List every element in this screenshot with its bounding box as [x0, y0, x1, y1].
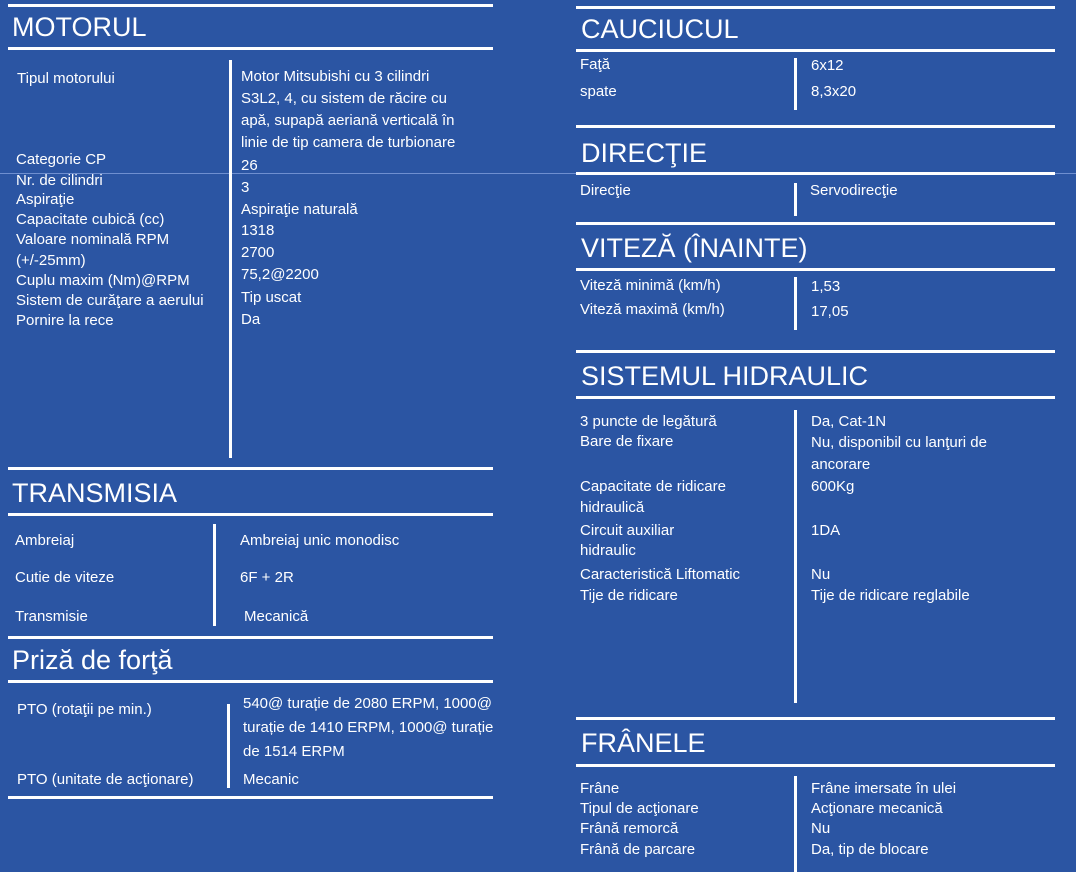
value-line: turație de 1410 ERPM, 1000@ turație	[243, 719, 494, 736]
value-cuplu-maxim: 75,2@2200	[241, 266, 319, 283]
rule-top	[8, 4, 493, 7]
rule-bottom	[8, 47, 493, 50]
value-line: linie de tip camera de turbionare	[241, 134, 456, 151]
rule-top	[576, 6, 1055, 9]
section-title: DIRECŢIE	[581, 138, 708, 168]
label-valoare-rpm: Valoare nominală RPM	[16, 231, 170, 248]
label-directie: Direcţie	[580, 182, 631, 199]
label-circuit-auxiliar-2: hidraulic	[580, 542, 636, 559]
label-frana-parcare: Frână de parcare	[580, 841, 696, 858]
label-cuplu-maxim: Cuplu maxim (Nm)@RPM	[16, 272, 190, 289]
value-capacitate-cubica: 1318	[241, 222, 275, 239]
label-bare-fixare: Bare de fixare	[580, 433, 674, 450]
label-valoare-rpm-2: (+/-25mm)	[16, 252, 86, 269]
value-frane: Frâne imersate în ulei	[811, 780, 957, 797]
rule-top	[8, 636, 493, 639]
label-tipul-motorului: Tipul motorului	[17, 70, 115, 87]
value-tije-ridicare: Tije de ridicare reglabile	[811, 587, 970, 604]
label-capacitate-ridicare-2: hidraulică	[580, 499, 645, 516]
value-line: ancorare	[811, 456, 871, 473]
label-puncte-legatura: 3 puncte de legătură	[580, 413, 717, 430]
value-line: Nu, disponibil cu lanţuri de	[811, 434, 987, 451]
value-fata: 6x12	[811, 57, 844, 74]
rule-end	[8, 796, 493, 799]
rule-top	[576, 125, 1055, 128]
label-tije-ridicare: Tije de ridicare	[580, 587, 678, 604]
value-valoare-rpm: 2700	[241, 244, 275, 261]
value-aspiratie: Aspiraţie naturală	[241, 201, 358, 218]
value-line: S3L2, 4, cu sistem de răcire cu	[241, 90, 447, 107]
column-divider	[794, 410, 797, 703]
column-divider	[794, 277, 797, 330]
value-sistem-curatare: Tip uscat	[241, 289, 302, 306]
label-transmisie: Transmisie	[15, 608, 88, 625]
value-line: de 1514 ERPM	[243, 743, 345, 760]
value-pornire-rece: Da	[241, 311, 261, 328]
label-ambreiaj: Ambreiaj	[15, 532, 75, 549]
label-spate: spate	[580, 83, 617, 100]
value-liftomatic: Nu	[811, 566, 831, 583]
section-title: MOTORUL	[12, 12, 147, 42]
rule-bottom	[576, 172, 1055, 175]
label-viteza-minima: Viteză minimă (km/h)	[580, 277, 721, 294]
column-divider	[794, 183, 797, 216]
label-categorie-cp: Categorie CP	[16, 151, 107, 168]
section-title: CAUCIUCUL	[581, 14, 739, 44]
rule-bottom	[576, 396, 1055, 399]
section-title: SISTEMUL HIDRAULIC	[581, 361, 869, 391]
label-frana-remorca: Frână remorcă	[580, 820, 679, 837]
value-ambreiaj: Ambreiaj unic monodisc	[240, 532, 400, 549]
section-title: FRÂNELE	[581, 728, 706, 758]
value-frana-remorca: Nu	[811, 820, 831, 837]
column-divider	[229, 60, 232, 458]
rule-bottom	[8, 680, 493, 683]
label-aspiratie: Aspiraţie	[16, 191, 75, 208]
value-viteza-maxima: 17,05	[811, 303, 849, 320]
column-divider	[227, 704, 230, 788]
rule-top	[576, 350, 1055, 353]
column-divider	[213, 524, 216, 626]
value-cutie-viteze: 6F + 2R	[240, 569, 294, 586]
section-title: Priză de forţă	[12, 645, 173, 675]
value-line: 540@ turație de 2080 ERPM, 1000@	[243, 695, 492, 712]
label-pto-unitate: PTO (unitate de acţionare)	[17, 771, 194, 788]
label-capacitate-cubica: Capacitate cubică (cc)	[16, 211, 165, 228]
value-spate: 8,3x20	[811, 83, 857, 100]
rule-bottom	[576, 764, 1055, 767]
value-puncte-legatura: Da, Cat-1N	[811, 413, 887, 430]
rule-bottom	[576, 268, 1055, 271]
rule-top	[8, 467, 493, 470]
value-nr-cilindri: 3	[241, 179, 250, 196]
label-pto-rotatii: PTO (rotaţii pe min.)	[17, 701, 152, 718]
value-transmisie: Mecanică	[244, 608, 309, 625]
column-divider	[794, 776, 797, 872]
label-sistem-curatare: Sistem de curăţare a aerului	[16, 292, 204, 309]
column-divider	[794, 58, 797, 110]
value-tipul-actionare: Acţionare mecanică	[811, 800, 943, 817]
value-frana-parcare: Da, tip de blocare	[811, 841, 929, 858]
value-categorie-cp: 26	[241, 157, 258, 174]
value-viteza-minima: 1,53	[811, 278, 841, 295]
rule-bottom	[576, 49, 1055, 52]
section-title: TRANSMISIA	[12, 478, 178, 508]
label-capacitate-ridicare: Capacitate de ridicare	[580, 478, 726, 495]
value-capacitate-ridicare: 600Kg	[811, 478, 855, 495]
label-pornire-rece: Pornire la rece	[16, 312, 114, 329]
value-line: apă, supapă aeriană verticală în	[241, 112, 455, 129]
label-tipul-actionare: Tipul de acţionare	[580, 800, 699, 817]
value-circuit-auxiliar: 1DA	[811, 522, 841, 539]
rule-top	[576, 222, 1055, 225]
label-nr-cilindri: Nr. de cilindri	[16, 172, 103, 189]
label-fata: Faţă	[580, 56, 611, 73]
rule-top	[576, 717, 1055, 720]
label-circuit-auxiliar: Circuit auxiliar	[580, 522, 675, 539]
label-viteza-maxima: Viteză maximă (km/h)	[580, 301, 725, 318]
value-line: Motor Mitsubishi cu 3 cilindri	[241, 68, 430, 85]
value-directie: Servodirecţie	[810, 182, 898, 199]
section-title: VITEZĂ (ÎNAINTE)	[581, 233, 808, 263]
rule-bottom	[8, 513, 493, 516]
label-cutie-viteze: Cutie de viteze	[15, 569, 115, 586]
value-pto-unitate: Mecanic	[243, 771, 299, 788]
label-liftomatic: Caracteristică Liftomatic	[580, 566, 741, 583]
label-frane: Frâne	[580, 780, 620, 797]
